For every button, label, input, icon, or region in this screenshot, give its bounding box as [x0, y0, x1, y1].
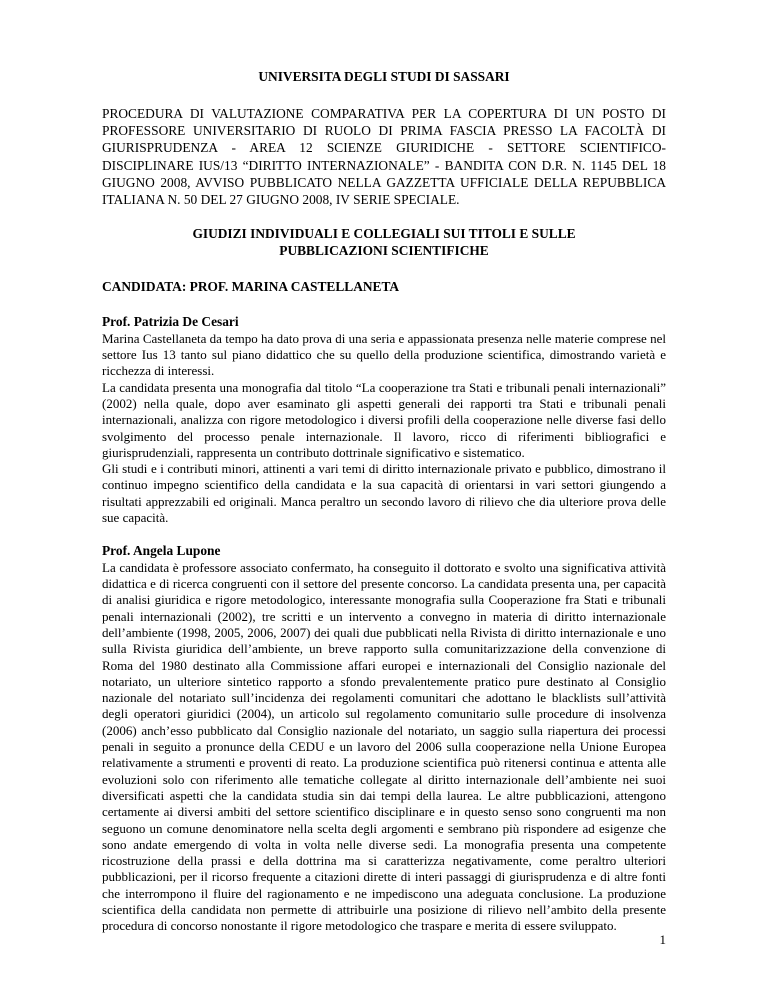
evaluation-section-lupone: [102, 543, 666, 934]
evaluation-paragraph: La candidata è professore associato confermato, ha conseguito il dottorato e svolto una significativa attività didattica e di ricerca congruenti con il settore del presente concorso. La candidata presenta una, per capacità di analisi giuridica e rigore metodologico, interessante monografia sulla Cooperazione fra Stati e tribunali penali internazionali (2002), tre scritti e un intervento a convegno in materia di diritto internazionale dell’ambiente (1998, 2005, 2006, 2007) dei quali due pubblicati nella Rivista di diritto internazionale e uno sulla Rivista giuridica dell’ambiente, un breve rapporto sulla comunitarizzazione della convenzione di Roma del 1980 destinato alla Commissione affari europei e internazionali del Consiglio nazionale del notariato, un ulteriore sintetico rapporto a sfondo prevalentemente pratico pure destinato al Consiglio nazionale del notariato sull’incidenza dei regolamenti comunitari che adottano le blacklists sull’attività degli operatori giuridici (2004), un articolo sul regolamento comunitario sulle procedure di insolvenza (2006) anch’esso pubblicato dal Consiglio nazionale del notariato, un saggio sulla riapertura dei processi penali in seguito a pronunce della CEDU e un lavoro del 2006 sulla cooperazione nella Unione Europea relativamente a strumenti e proventi di reato. La produzione scientifica può ritenersi continua e attenta alle evoluzioni solo con riferimento alle tematiche collegate al diritto internazionale dell’ambiente nei suoi diversificati aspetti che la candidata studia sin dai tempi della laurea. Le altre pubblicazioni, attengono certamente ai diversi ambiti del settore scientifico disciplinare e in questo senso sono congruenti ma non seguono un comune denominatore nella scelta degli argomenti e sembrano più rispondere ad esigenze che sono andate emergendo di volta in volta nelle diverse sedi. La monografia presenta una competente ricostruzione della prassi e della dottrina ma si caratterizza negativamente, come peraltro ulteriori pubblicazioni, per il ricorso frequente a citazioni dirette di interi passaggi di giurisprudenza e di altre fonti che interrompono il fluire del ragionamento e ne impediscono una adeguata conclusione. La produzione scientifica della candidata non permette di attribuirle una posizione di rilievo nell’ambito della presente procedura di concorso nonostante il rigore metodologico che traspare e merita di essere sviluppato.: [102, 559, 666, 934]
procedure-description: PROCEDURA DI VALUTAZIONE COMPARATIVA PER LA COPERTURA DI UN POSTO DI PROFESSORE UNIVERSITARIO DI RUOLO DI PRIMA FASCIA PRESSO LA FACOLTÀ DI GIURISPRUDENZA - AREA 12 SCIENZE GIURIDICHE - SETTORE SCIENTIFICO-DISCIPLINARE IUS/13 “DIRITTO INTERNAZIONALE” - BANDITA CON D.R. N. 1145 DEL 18 GIUGNO 2008, AVVISO PUBBLICATO NELLA GAZZETTA UFFICIALE DELLA REPUBBLICA ITALIANA N. 50 DEL 27 GIUGNO 2008, IV SERIE SPECIALE.: [102, 106, 666, 208]
university-title: UNIVERSITA DEGLI STUDI DI SASSARI: [258, 69, 510, 84]
section-subtitle: GIUDIZI INDIVIDUALI E COLLEGIALI SUI TITOLI E SULLE PUBBLICAZIONI SCIENTIFICHE: [192, 226, 576, 259]
evaluation-section-de-cesari: [102, 314, 666, 526]
page-number: 1: [659, 932, 666, 947]
evaluation-paragraph: Gli studi e i contributi minori, attinenti a vari temi di diritto internazionale privato e pubblico, dimostrano il continuo impegno scientifico della candidata e la sua capacità di orientarsi in vari settori giungendo a risultati apprezzabili ed originali. Manca peraltro un secondo lavoro di rilievo che dia ulteriore prova delle sue capacità.: [102, 461, 666, 525]
candidate-heading: CANDIDATA: PROF. MARINA CASTELLANETA: [102, 279, 400, 295]
evaluation-paragraph: La candidata presenta una monografia dal titolo “La cooperazione tra Stati e tribunali penali internazionali” (2002) nella quale, dopo aver esaminato gli aspetti generali dei rapporti tra Stati e tribunali penali internazionali, analizza con rigore metodologico i diversi profili della cooperazione nelle diverse fasi dello svolgimento del processo penale internazionale. Il lavoro, ricco di riferimenti bibliografici e giurisprudenziali, rappresenta un contributo dottrinale significativo e sistematico.: [102, 379, 666, 460]
evaluation-paragraph: Marina Castellaneta da tempo ha dato prova di una seria e appassionata presenza nelle materie comprese nel settore Ius 13 tanto sul piano didattico che su quello della produzione scientifica, dimostrando varietà e ricchezza di interessi.: [102, 330, 666, 379]
evaluator-name: Prof. Angela Lupone: [102, 543, 221, 559]
evaluator-name: Prof. Patrizia De Cesari: [102, 314, 239, 330]
